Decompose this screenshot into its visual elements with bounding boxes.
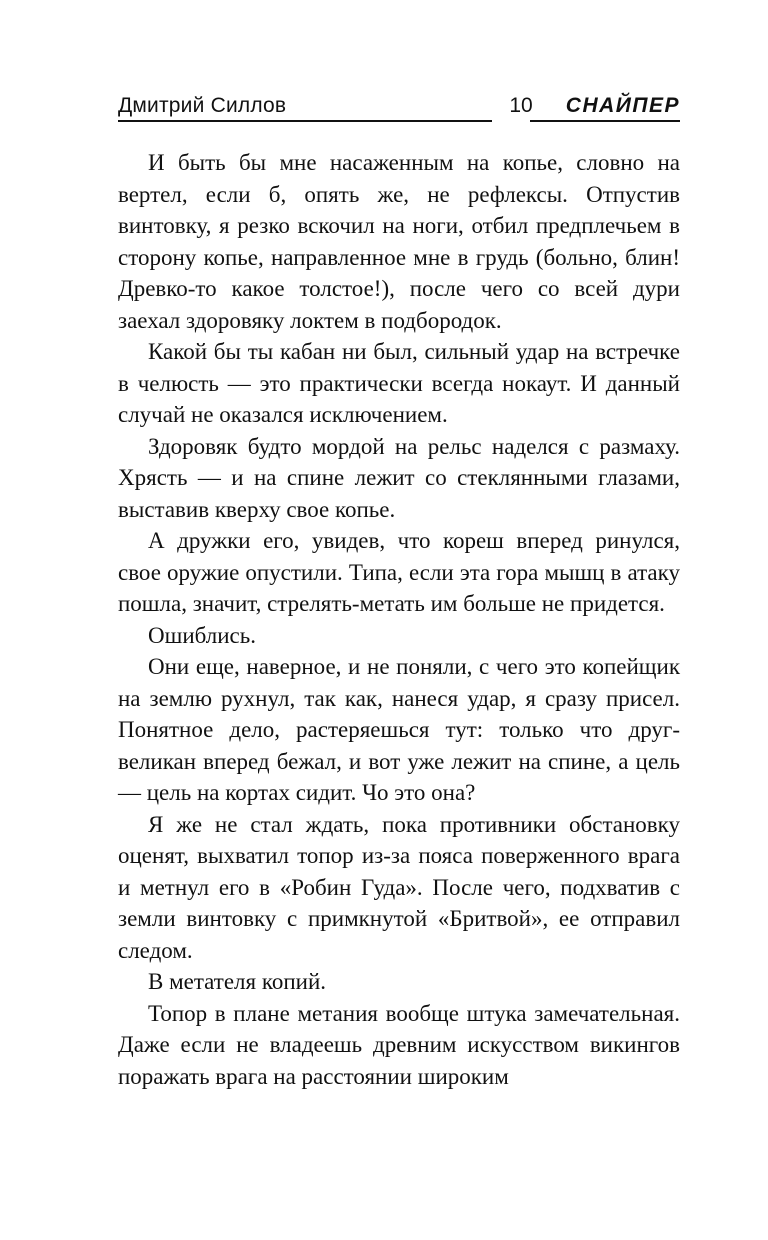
paragraph: Какой бы ты кабан ни был, сильный удар на встречке в челюсть — это практически всегда нокаут. И данный случай не оказался исключением. — [118, 339, 680, 427]
header-rule-left — [118, 120, 492, 122]
running-header — [118, 94, 680, 124]
paragraph: В метателя копий. — [148, 969, 327, 994]
header-book-title: СНАЙПЕР — [565, 94, 680, 117]
paragraph: Топор в плане метания вообще штука замечательная. Даже если не владеешь древним искусством викингов поражать врага на расстоянии широким — [118, 1000, 680, 1089]
paragraph: Я же не стал ждать, пока противники обстановку оценят, выхватил топор из-за пояса поверженного врага и метнул его в «Робин Гуда». После чего, подхватив с земли винтовку с примкнутой «Бритвой», ее отправил следом. — [118, 811, 680, 963]
header-rule-right — [530, 120, 680, 122]
paragraph: Здоровяк будто мордой на рельс наделся с размаху. Хрясть — и на спине лежит со стеклянными глазами, выставив кверху свое копье. — [118, 433, 680, 522]
paragraph: Ошиблись. — [148, 622, 256, 648]
paragraph: И быть бы мне насаженным на копье, словно на вертел, если б, опять же, не рефлексы. Отпустив винтовку, я резко вскочил на ноги, отбил предплечьем в сторону копье, направленное мне в грудь (больно, блин! Древко-то какое толстое!), после чего со всей дури заехал здоровяку локтем в подбородок. — [118, 150, 680, 333]
body-text — [118, 147, 680, 1092]
page-number: 10 — [509, 94, 533, 117]
header-author: Дмитрий Силлов — [118, 94, 287, 117]
paragraph: А дружки его, увидев, что кореш вперед ринулся, свое оружие опустили. Типа, если эта гора мышц в атаку пошла, значит, стрелять-метать им больше не придется. — [118, 528, 680, 616]
paragraph: Они еще, наверное, и не поняли, с чего это копейщик на землю рухнул, так как, нанеся удар, я сразу присел. Понятное дело, растеряешься тут: только что друг-великан вперед бежал, и вот уже лежит на спине, а цель — цель на кортах сидит. Чо это она? — [118, 654, 680, 805]
